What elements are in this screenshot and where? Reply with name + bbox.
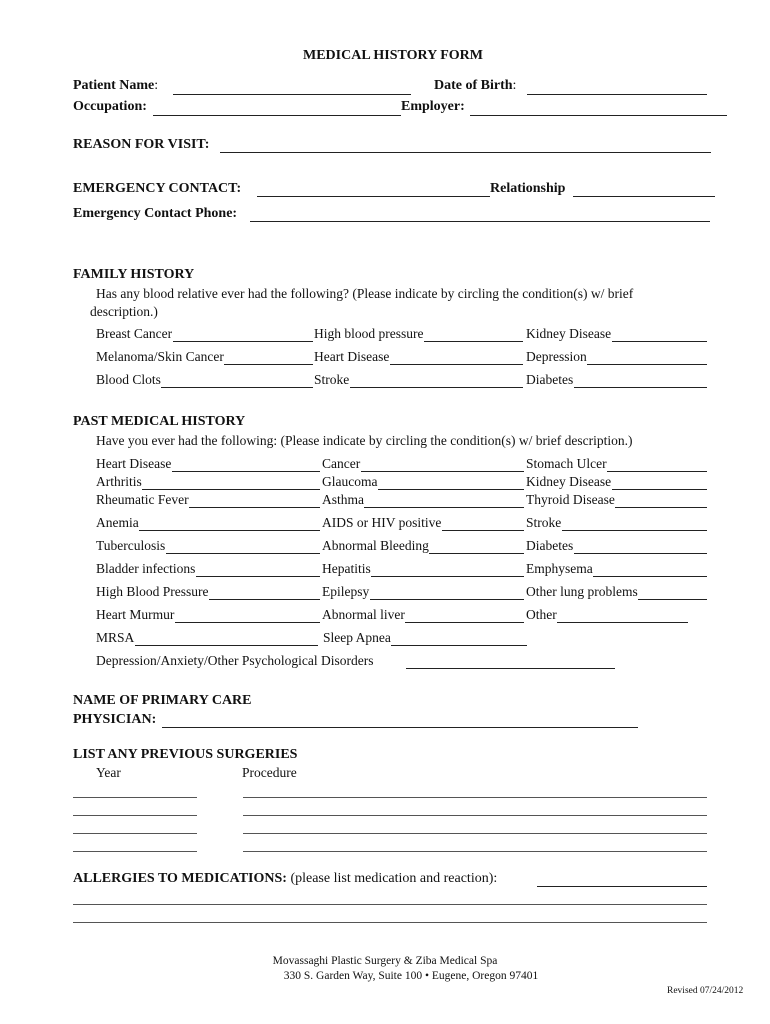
- condition-description-field[interactable]: [429, 553, 524, 554]
- condition-item[interactable]: Heart Disease: [96, 456, 172, 471]
- employer-field[interactable]: [470, 115, 727, 116]
- surgery-procedure-field[interactable]: [243, 815, 707, 816]
- condition-item[interactable]: Abnormal Bleeding: [322, 538, 429, 553]
- past-medical-heading: PAST MEDICAL HISTORY: [73, 414, 246, 429]
- condition-description-field[interactable]: [612, 341, 707, 342]
- condition-description-field[interactable]: [350, 387, 523, 388]
- surgeries-heading: LIST ANY PREVIOUS SURGERIES: [73, 747, 298, 762]
- condition-description-field[interactable]: [391, 645, 527, 646]
- surgery-year-field[interactable]: [73, 797, 197, 798]
- condition-description-field[interactable]: [424, 341, 523, 342]
- condition-description-field[interactable]: [175, 622, 320, 623]
- condition-description-field[interactable]: [371, 576, 524, 577]
- condition-item[interactable]: High blood pressure: [314, 326, 424, 341]
- condition-item[interactable]: Other: [526, 607, 557, 622]
- employer-label: Employer:: [401, 99, 465, 114]
- physician-label-cont: PHYSICIAN:: [73, 712, 157, 727]
- reason-label: REASON FOR VISIT:: [73, 137, 210, 152]
- condition-description-field[interactable]: [370, 599, 524, 600]
- condition-description-field[interactable]: [405, 622, 524, 623]
- form-title: MEDICAL HISTORY FORM: [303, 48, 483, 63]
- condition-item[interactable]: Stroke: [314, 372, 350, 387]
- allergies-label: ALLERGIES TO MEDICATIONS: (please list medication and reaction):: [73, 871, 498, 886]
- condition-item[interactable]: Abnormal liver: [322, 607, 405, 622]
- condition-item[interactable]: AIDS or HIV positive: [322, 515, 442, 530]
- condition-description-field[interactable]: [139, 530, 320, 531]
- condition-item[interactable]: Blood Clots: [96, 372, 161, 387]
- surgery-procedure-field[interactable]: [243, 833, 707, 834]
- surgery-procedure-field[interactable]: [243, 851, 707, 852]
- footer-address: 330 S. Garden Way, Suite 100 • Eugene, Oregon 97401: [283, 970, 539, 982]
- condition-description-field[interactable]: [574, 553, 707, 554]
- condition-item[interactable]: Hepatitis: [322, 561, 371, 576]
- relationship-label: Relationship: [490, 181, 566, 196]
- condition-item[interactable]: Diabetes: [526, 372, 574, 387]
- surgeries-procedure-header: Procedure: [242, 765, 297, 780]
- condition-item[interactable]: Melanoma/Skin Cancer: [96, 349, 224, 364]
- allergies-field-line[interactable]: [73, 922, 707, 923]
- occupation-label: Occupation:: [73, 99, 147, 114]
- condition-description-field[interactable]: [562, 530, 707, 531]
- patient-name-field[interactable]: [173, 94, 411, 95]
- condition-item[interactable]: Diabetes: [526, 538, 574, 553]
- condition-description-field[interactable]: [557, 622, 688, 623]
- family-history-question: Has any blood relative ever had the following? (Please indicate by circling the condition(s) w/ brief: [96, 286, 634, 301]
- condition-item[interactable]: Glaucoma: [322, 474, 378, 489]
- condition-description-field[interactable]: [224, 364, 313, 365]
- condition-item[interactable]: Heart Murmur: [96, 607, 175, 622]
- condition-description-field[interactable]: [142, 489, 320, 490]
- condition-description-field[interactable]: [172, 471, 320, 472]
- footer-practice-name: Movassaghi Plastic Surgery & Ziba Medical Spa: [272, 955, 498, 967]
- condition-description-field[interactable]: [607, 471, 707, 472]
- relationship-field[interactable]: [573, 196, 715, 197]
- condition-description-field[interactable]: [364, 507, 524, 508]
- condition-description-field[interactable]: [135, 645, 318, 646]
- condition-description-field[interactable]: [612, 489, 707, 490]
- revised-date: Revised 07/24/2012: [667, 986, 744, 996]
- psych-disorders-item[interactable]: Depression/Anxiety/Other Psychological Disorders: [96, 653, 374, 668]
- dob-field[interactable]: [527, 94, 707, 95]
- condition-description-field[interactable]: [166, 553, 320, 554]
- condition-item[interactable]: Tuberculosis: [96, 538, 166, 553]
- condition-description-field[interactable]: [442, 530, 524, 531]
- condition-description-field[interactable]: [390, 364, 523, 365]
- condition-item[interactable]: Bladder infections: [96, 561, 196, 576]
- psych-disorders-field[interactable]: [406, 668, 615, 669]
- condition-item[interactable]: Other lung problems: [526, 584, 638, 599]
- condition-description-field[interactable]: [587, 364, 707, 365]
- condition-item[interactable]: Anemia: [96, 515, 139, 530]
- physician-field[interactable]: [162, 727, 638, 728]
- occupation-field[interactable]: [153, 115, 401, 116]
- condition-description-field[interactable]: [189, 507, 320, 508]
- condition-description-field[interactable]: [361, 471, 524, 472]
- condition-item[interactable]: Rheumatic Fever: [96, 492, 189, 507]
- surgery-procedure-field[interactable]: [243, 797, 707, 798]
- condition-item[interactable]: MRSA: [96, 630, 135, 645]
- condition-description-field[interactable]: [378, 489, 524, 490]
- emergency-contact-label: EMERGENCY CONTACT:: [73, 181, 242, 196]
- allergies-field-line[interactable]: [73, 904, 707, 905]
- surgery-year-field[interactable]: [73, 833, 197, 834]
- emergency-phone-label: Emergency Contact Phone:: [73, 206, 238, 221]
- family-history-question-cont: description.): [90, 304, 158, 319]
- condition-description-field[interactable]: [574, 387, 707, 388]
- condition-description-field[interactable]: [209, 599, 320, 600]
- past-medical-question: Have you ever had the following: (Please indicate by circling the condition(s) w/ brief description.): [96, 433, 633, 448]
- condition-item[interactable]: High Blood Pressure: [96, 584, 209, 599]
- dob-label: Date of Birth:: [434, 78, 517, 93]
- condition-item[interactable]: Arthritis: [96, 474, 142, 489]
- emergency-contact-field[interactable]: [257, 196, 490, 197]
- surgery-year-field[interactable]: [73, 815, 197, 816]
- patient-name-label: Patient Name:: [73, 78, 159, 93]
- condition-description-field[interactable]: [196, 576, 320, 577]
- condition-description-field[interactable]: [638, 599, 707, 600]
- condition-description-field[interactable]: [173, 341, 313, 342]
- condition-item[interactable]: Depression: [526, 349, 587, 364]
- condition-item[interactable]: Heart Disease: [314, 349, 390, 364]
- condition-item[interactable]: Cancer: [322, 456, 361, 471]
- condition-item[interactable]: Asthma: [322, 492, 364, 507]
- condition-description-field[interactable]: [593, 576, 707, 577]
- condition-item[interactable]: Kidney Disease: [526, 326, 612, 341]
- allergies-field[interactable]: [537, 886, 707, 887]
- family-history-heading: FAMILY HISTORY: [73, 267, 195, 282]
- surgeries-year-header: Year: [96, 765, 121, 780]
- condition-item[interactable]: Thyroid Disease: [526, 492, 615, 507]
- surgery-year-field[interactable]: [73, 851, 197, 852]
- condition-item[interactable]: Kidney Disease: [526, 474, 612, 489]
- emergency-phone-field[interactable]: [250, 221, 710, 222]
- condition-item[interactable]: Emphysema: [526, 561, 593, 576]
- physician-label: NAME OF PRIMARY CARE: [73, 693, 252, 708]
- condition-description-field[interactable]: [161, 387, 313, 388]
- condition-description-field[interactable]: [615, 507, 707, 508]
- reason-field[interactable]: [220, 152, 711, 153]
- condition-item[interactable]: Stomach Ulcer: [526, 456, 607, 471]
- condition-item[interactable]: Sleep Apnea: [323, 630, 391, 645]
- condition-item[interactable]: Stroke: [526, 515, 562, 530]
- condition-item[interactable]: Epilepsy: [322, 584, 370, 599]
- condition-item[interactable]: Breast Cancer: [96, 326, 173, 341]
